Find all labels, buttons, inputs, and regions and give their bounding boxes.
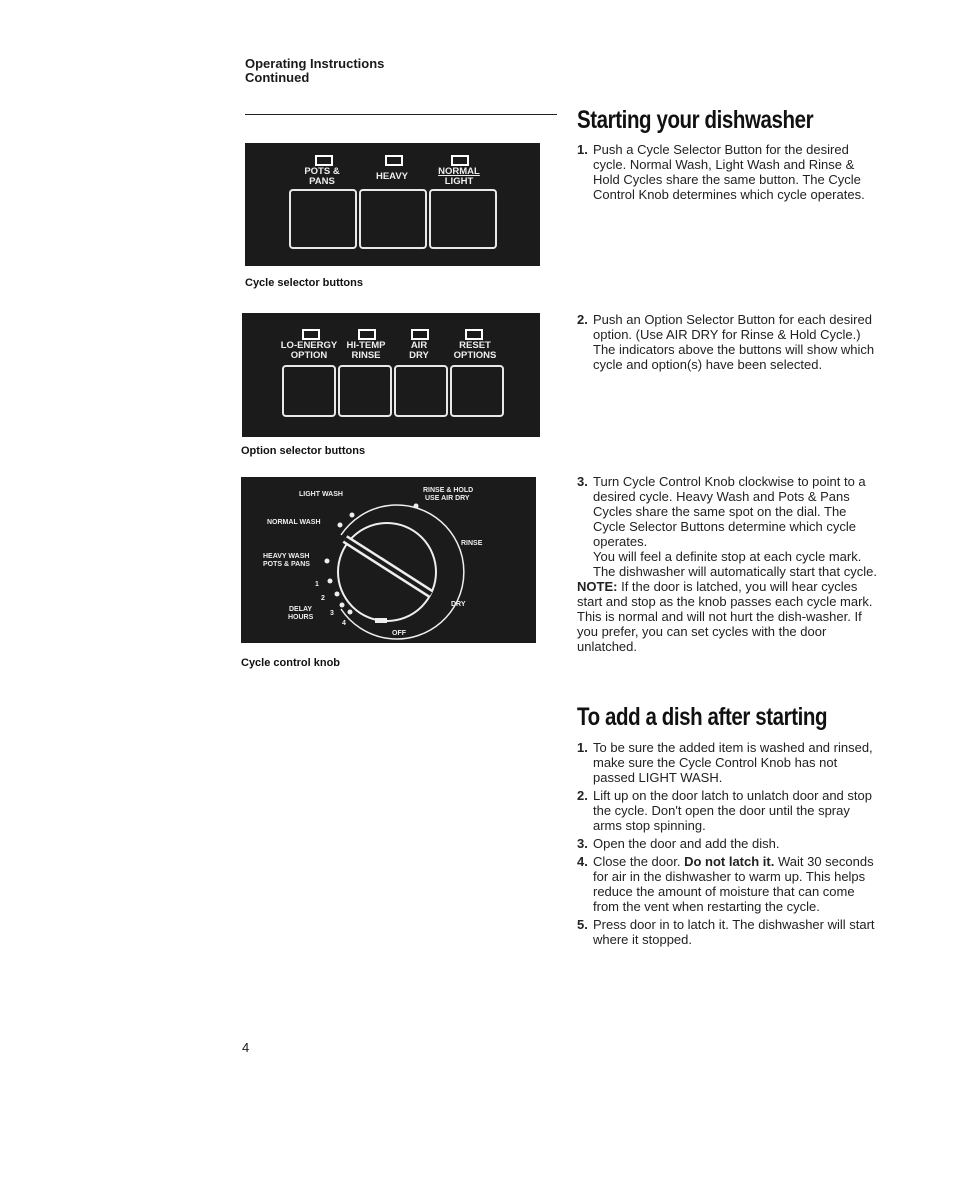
delay-3-mark: 3 — [330, 610, 334, 617]
lo-energy-button[interactable] — [282, 365, 336, 417]
heavy-button[interactable] — [359, 189, 427, 249]
delay-2-mark: 2 — [321, 595, 325, 602]
air-dry-button[interactable] — [394, 365, 448, 417]
air-dry-indicator-icon — [411, 329, 429, 340]
list-item: 4. Close the door. Do not latch it. Wait 30 seconds for air in the dishwasher to warm up. This helps reduce the amount of moisture that can come from the vent when restarting the cycle. — [577, 854, 874, 914]
option-selector-caption: Option selector buttons — [241, 445, 366, 457]
rinse-hold-mark: RINSE & HOLD — [423, 487, 474, 494]
lo-energy-label: LO-ENERGY OPTION — [280, 340, 338, 361]
hours-label: HOURS — [288, 614, 314, 621]
list-item: 5. Press door in to latch it. The dishwasher will start where it stopped. — [577, 917, 875, 947]
header-subtitle: Continued — [245, 70, 310, 85]
normal-wash-mark: NORMAL WASH — [267, 519, 321, 526]
lo-energy-indicator-icon — [302, 329, 320, 340]
normal-light-label: NORMAL LIGHT — [438, 166, 480, 187]
step-number: 2. — [577, 312, 588, 327]
header-rule — [245, 114, 557, 115]
reset-options-label: RESET OPTIONS — [453, 340, 497, 361]
list-item: 2. Lift up on the door latch to unlatch door and stop the cycle. Don't open the door until the spray arms stop spinning. — [577, 788, 872, 833]
dry-mark: DRY — [451, 601, 466, 608]
section-title-starting: Starting your dishwasher — [577, 106, 814, 134]
reset-options-indicator-icon — [465, 329, 483, 340]
start-step-2 — [577, 312, 877, 375]
delay-1-mark: 1 — [315, 581, 319, 588]
step-text: Turn Cycle Control Knob clockwise to point to a desired cycle. Heavy Wash and Pots & Pans Cycles share the same spot on the dial. The Cycle Selector Buttons determine which cycle operates. — [593, 474, 866, 549]
pots-pans-indicator-icon — [315, 155, 333, 166]
step-text: Push a Cycle Selector Button for the desired cycle. Normal Wash, Light Wash and Rinse & Hold Cycles share the same button. The Cycle Control Knob determines which cycle operates. — [593, 142, 865, 202]
note-paragraph — [577, 579, 877, 654]
cycle-selector-caption: Cycle selector buttons — [245, 277, 363, 289]
list-item: 1. To be sure the added item is washed and rinsed, make sure the Cycle Control Knob has not passed LIGHT WASH. — [577, 740, 873, 785]
step-text: Push an Option Selector Button for each desired option. (Use AIR DRY for Rinse & Hold Cycle.) The indicators above the buttons will show which cycle and option(s) have been selected. — [593, 312, 875, 372]
reset-options-button[interactable] — [450, 365, 504, 417]
header-title: Operating Instructions — [245, 56, 385, 71]
hi-temp-label: HI-TEMP RINSE — [346, 340, 386, 361]
page-number: 4 — [242, 1040, 250, 1055]
list-item: 3. Open the door and add the dish. — [577, 836, 780, 851]
delay-4-mark: 4 — [342, 620, 346, 627]
use-air-dry-mark: USE AIR DRY — [425, 495, 470, 502]
air-dry-label: AIR DRY — [409, 340, 429, 361]
start-step-3 — [577, 474, 877, 654]
option-selector-panel — [242, 313, 540, 437]
step-3-continued: You will feel a definite stop at each cycle mark. The dishwasher will automatically start that cycle. — [593, 549, 877, 579]
rinse-mark: RINSE — [461, 540, 483, 547]
delay-label: DELAY — [289, 606, 313, 613]
pots-pans-button[interactable] — [289, 189, 357, 249]
hi-temp-indicator-icon — [358, 329, 376, 340]
note-label: NOTE: — [577, 579, 618, 594]
hi-temp-button[interactable] — [338, 365, 392, 417]
add-dish-steps — [577, 740, 877, 950]
pots-pans-mark: POTS & PANS — [263, 561, 310, 568]
pots-pans-label: POTS & PANS — [304, 166, 340, 187]
off-mark: OFF — [392, 630, 406, 637]
cycle-knob-caption: Cycle control knob — [241, 657, 341, 669]
heavy-indicator-icon — [385, 155, 403, 166]
light-wash-mark: LIGHT WASH — [299, 491, 343, 498]
cycle-selector-panel — [245, 143, 540, 266]
cycle-knob-panel — [241, 477, 536, 643]
step-number: 1. — [577, 142, 588, 157]
section-title-add-dish: To add a dish after starting — [577, 703, 828, 731]
start-step-1 — [577, 142, 877, 205]
section-header — [245, 57, 384, 85]
normal-light-indicator-icon — [451, 155, 469, 166]
note-text: If the door is latched, you will hear cycles start and stop as the knob passes each cycle mark. This is normal and will not hurt the dish-washer. If you prefer, you can set cycles with the door unlatched. — [577, 579, 873, 654]
heavy-label: HEAVY — [375, 171, 409, 182]
heavy-wash-mark: HEAVY WASH — [263, 553, 310, 560]
step-number: 3. — [577, 474, 588, 489]
normal-light-button[interactable] — [429, 189, 497, 249]
